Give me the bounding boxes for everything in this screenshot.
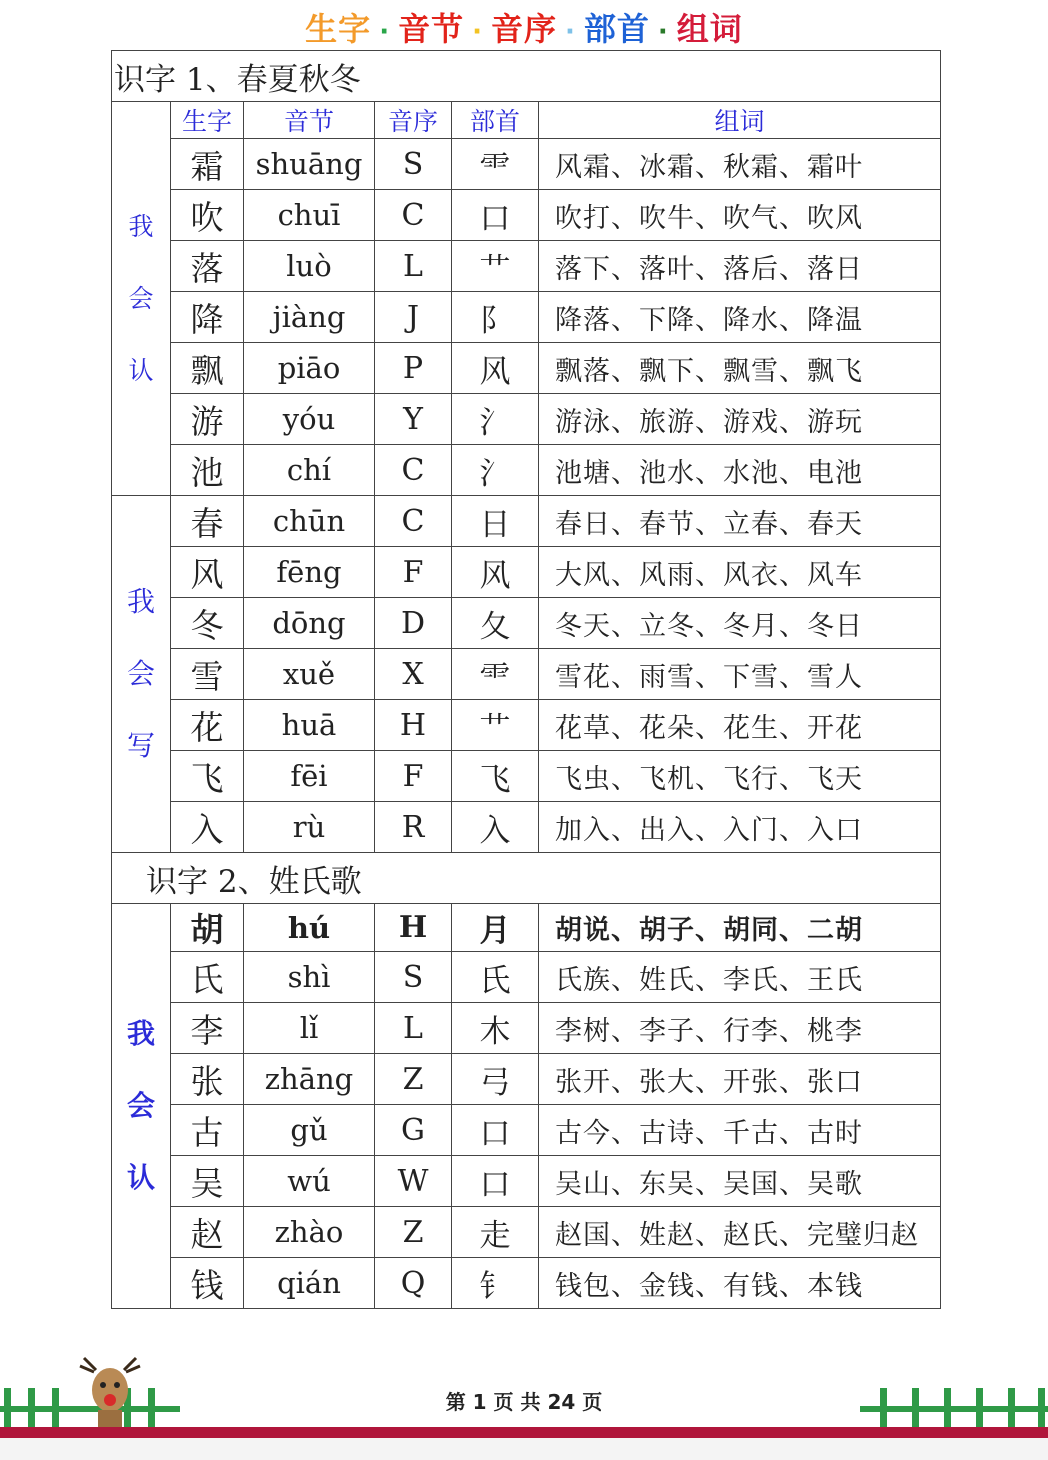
character-cell: 春 <box>171 496 244 547</box>
syllable-cell: lǐ <box>244 1003 375 1054</box>
radical-cell: 日 <box>452 496 539 547</box>
table-row <box>112 802 941 853</box>
character-cell: 飞 <box>171 751 244 802</box>
header-item: 音序 <box>490 10 557 48</box>
character-cell: 入 <box>171 802 244 853</box>
syllable-cell: shì <box>244 952 375 1003</box>
radical-cell: 口 <box>452 1105 539 1156</box>
initial-cell: G <box>375 1105 452 1156</box>
syllable-cell: zhāng <box>244 1054 375 1105</box>
words-cell: 飞虫、飞机、飞行、飞天 <box>539 751 941 802</box>
radical-cell: 夂 <box>452 598 539 649</box>
table-row <box>112 649 941 700</box>
section-title: 识字 2、姓氏歌 <box>112 853 941 904</box>
column-header: 组词 <box>539 102 941 139</box>
initial-cell: C <box>375 496 452 547</box>
words-cell: 氏族、姓氏、李氏、王氏 <box>539 952 941 1003</box>
table-row <box>112 445 941 496</box>
group-label-char: 认 <box>128 355 154 385</box>
syllable-cell: chūn <box>244 496 375 547</box>
words-cell: 春日、春节、立春、春天 <box>539 496 941 547</box>
table-row <box>112 598 941 649</box>
table-row <box>112 1105 941 1156</box>
header-item: 生字 <box>305 10 372 48</box>
header-separator: · <box>472 17 483 47</box>
radical-cell: 入 <box>452 802 539 853</box>
group-label-char: 我 <box>126 1017 155 1050</box>
radical-cell: 走 <box>452 1207 539 1258</box>
words-cell: 张开、张大、开张、张口 <box>539 1054 941 1105</box>
initial-cell: P <box>375 343 452 394</box>
initial-cell: S <box>375 139 452 190</box>
table-row <box>112 700 941 751</box>
initial-cell: W <box>375 1156 452 1207</box>
group-label-char: 会 <box>126 657 155 690</box>
radical-cell: 阝 <box>452 292 539 343</box>
group-label-char: 会 <box>128 283 154 313</box>
group-label <box>112 904 171 1309</box>
syllable-cell: wú <box>244 1156 375 1207</box>
character-cell: 飘 <box>171 343 244 394</box>
character-cell: 降 <box>171 292 244 343</box>
initial-cell: L <box>375 1003 452 1054</box>
group-label-char: 我 <box>128 211 154 241</box>
character-cell: 古 <box>171 1105 244 1156</box>
syllable-cell: qián <box>244 1258 375 1309</box>
character-cell: 池 <box>171 445 244 496</box>
radical-cell: 风 <box>452 343 539 394</box>
words-cell: 降落、下降、降水、降温 <box>539 292 941 343</box>
column-header: 部首 <box>452 102 539 139</box>
character-cell: 胡 <box>171 904 244 952</box>
character-cell: 雪 <box>171 649 244 700</box>
words-cell: 赵国、姓赵、赵氏、完璧归赵 <box>539 1207 941 1258</box>
words-cell: 古今、古诗、千古、古时 <box>539 1105 941 1156</box>
initial-cell: X <box>375 649 452 700</box>
initial-cell: H <box>375 700 452 751</box>
radical-cell: 口 <box>452 190 539 241</box>
words-cell: 雪花、雨雪、下雪、雪人 <box>539 649 941 700</box>
character-cell: 钱 <box>171 1258 244 1309</box>
group-label-char: 会 <box>126 1089 155 1122</box>
character-cell: 落 <box>171 241 244 292</box>
syllable-cell: fēng <box>244 547 375 598</box>
initial-cell: C <box>375 445 452 496</box>
table-row <box>112 292 941 343</box>
syllable-cell: shuāng <box>244 139 375 190</box>
column-header: 生字 <box>171 102 244 139</box>
syllable-cell: yóu <box>244 394 375 445</box>
column-header-row <box>112 102 941 139</box>
table-row <box>112 241 941 292</box>
table-row <box>112 547 941 598</box>
character-cell: 吴 <box>171 1156 244 1207</box>
reindeer-icon <box>74 1352 146 1430</box>
words-cell: 大风、风雨、风衣、风车 <box>539 547 941 598</box>
words-cell: 钱包、金钱、有钱、本钱 <box>539 1258 941 1309</box>
syllable-cell: jiàng <box>244 292 375 343</box>
words-cell: 胡说、胡子、胡同、二胡 <box>539 904 941 952</box>
section-title: 识字 1、春夏秋冬 <box>112 51 941 102</box>
group-label-char: 认 <box>126 1161 155 1194</box>
syllable-cell: xuě <box>244 649 375 700</box>
syllable-cell: gǔ <box>244 1105 375 1156</box>
initial-cell: Y <box>375 394 452 445</box>
radical-cell: 艹 <box>452 700 539 751</box>
words-cell: 游泳、旅游、游戏、游玩 <box>539 394 941 445</box>
words-cell: 池塘、池水、水池、电池 <box>539 445 941 496</box>
character-cell: 张 <box>171 1054 244 1105</box>
words-cell: 落下、落叶、落后、落日 <box>539 241 941 292</box>
radical-cell: 风 <box>452 547 539 598</box>
header-item: 组词 <box>676 10 743 48</box>
words-cell: 冬天、立冬、冬月、冬日 <box>539 598 941 649</box>
initial-cell: J <box>375 292 452 343</box>
radical-cell: 艹 <box>452 241 539 292</box>
initial-cell: C <box>375 190 452 241</box>
table-row <box>112 496 941 547</box>
column-header: 音序 <box>375 102 452 139</box>
radical-cell: 飞 <box>452 751 539 802</box>
syllable-cell: hú <box>244 904 375 952</box>
fence-right-icon <box>860 1380 1048 1428</box>
radical-cell: ⻗ <box>452 139 539 190</box>
words-cell: 风霜、冰霜、秋霜、霜叶 <box>539 139 941 190</box>
header-item: 部首 <box>583 10 650 48</box>
radical-cell: 钅 <box>452 1258 539 1309</box>
initial-cell: Q <box>375 1258 452 1309</box>
radical-cell: 氵 <box>452 394 539 445</box>
initial-cell: Z <box>375 1054 452 1105</box>
syllable-cell: rù <box>244 802 375 853</box>
syllable-cell: dōng <box>244 598 375 649</box>
table-row <box>112 343 941 394</box>
character-cell: 赵 <box>171 1207 244 1258</box>
table-row <box>112 1207 941 1258</box>
words-cell: 飘落、飘下、飘雪、飘飞 <box>539 343 941 394</box>
initial-cell: L <box>375 241 452 292</box>
table-row <box>112 751 941 802</box>
radical-cell: 氵 <box>452 445 539 496</box>
character-cell: 冬 <box>171 598 244 649</box>
page-number: 第 1 页 共 24 页 <box>445 1390 603 1414</box>
character-cell: 吹 <box>171 190 244 241</box>
words-cell: 吴山、东吴、吴国、吴歌 <box>539 1156 941 1207</box>
character-cell: 花 <box>171 700 244 751</box>
column-header: 音节 <box>244 102 375 139</box>
table-row <box>112 190 941 241</box>
character-cell: 风 <box>171 547 244 598</box>
table-row <box>112 1156 941 1207</box>
table-row <box>112 1054 941 1105</box>
words-cell: 加入、出入、入门、入口 <box>539 802 941 853</box>
header-item: 音节 <box>398 10 465 48</box>
syllable-cell: huā <box>244 700 375 751</box>
header-separator: · <box>565 17 576 47</box>
initial-cell: R <box>375 802 452 853</box>
section-title-row <box>112 853 941 904</box>
initial-cell: Z <box>375 1207 452 1258</box>
radical-cell: 弓 <box>452 1054 539 1105</box>
header-separator: · <box>657 17 669 47</box>
character-cell: 霜 <box>171 139 244 190</box>
table-row <box>112 394 941 445</box>
syllable-cell: fēi <box>244 751 375 802</box>
ground-stripe <box>0 1427 1048 1438</box>
initial-cell: S <box>375 952 452 1003</box>
table-row <box>112 904 941 952</box>
section-title-row <box>112 51 941 102</box>
group-label <box>112 102 171 496</box>
character-cell: 游 <box>171 394 244 445</box>
initial-cell: F <box>375 547 452 598</box>
header-separator: · <box>379 17 391 47</box>
vocab-table <box>111 50 941 1309</box>
table-row <box>112 1258 941 1309</box>
syllable-cell: chuī <box>244 190 375 241</box>
radical-cell: 氏 <box>452 952 539 1003</box>
character-cell: 李 <box>171 1003 244 1054</box>
radical-cell: ⻗ <box>452 649 539 700</box>
radical-cell: 月 <box>452 904 539 952</box>
radical-cell: 木 <box>452 1003 539 1054</box>
words-cell: 吹打、吹牛、吹气、吹风 <box>539 190 941 241</box>
words-cell: 李树、李子、行李、桃李 <box>539 1003 941 1054</box>
radical-cell: 口 <box>452 1156 539 1207</box>
syllable-cell: piāo <box>244 343 375 394</box>
initial-cell: H <box>375 904 452 952</box>
page-header <box>0 4 1048 50</box>
table-row <box>112 139 941 190</box>
words-cell: 花草、花朵、花生、开花 <box>539 700 941 751</box>
ground-base <box>0 1438 1048 1460</box>
group-label-char: 我 <box>126 585 155 618</box>
table-row <box>112 1003 941 1054</box>
group-label-char: 写 <box>126 729 155 762</box>
table-row <box>112 952 941 1003</box>
group-label <box>112 496 171 853</box>
syllable-cell: zhào <box>244 1207 375 1258</box>
syllable-cell: luò <box>244 241 375 292</box>
initial-cell: D <box>375 598 452 649</box>
syllable-cell: chí <box>244 445 375 496</box>
initial-cell: F <box>375 751 452 802</box>
character-cell: 氏 <box>171 952 244 1003</box>
